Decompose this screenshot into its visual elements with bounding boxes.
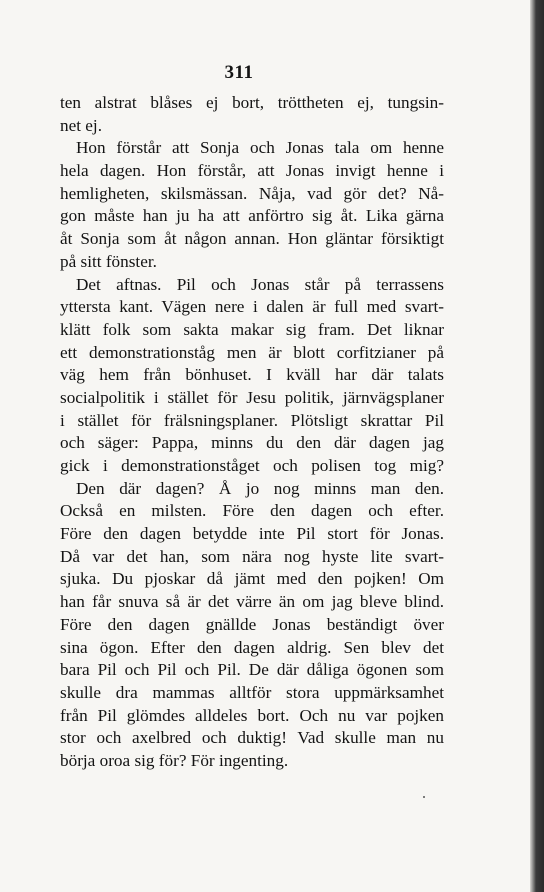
text-line: stor och axelbred och duktig! Vad skulle man nu <box>60 728 444 748</box>
body-text <box>60 92 444 773</box>
text-line: Hon förstår att Sonja och Jonas tala om henne <box>76 138 444 158</box>
text-line: han får snuva så är det värre än om jag bleve blind. <box>60 592 444 612</box>
text-line: och säger: Pappa, minns du den där dagen jag <box>60 433 444 453</box>
text-line: sjuka. Du pjoskar då jämt med den pojken! Om <box>60 569 444 589</box>
page-number: 311 <box>224 62 254 83</box>
page-edge-shadow <box>530 0 544 892</box>
text-line: Också en milsten. Före den dagen och efter. <box>60 501 444 521</box>
text-line: ten alstrat blåses ej bort, tröttheten ej, tungsin- <box>60 93 444 112</box>
text-line: klätt folk som sakta makar sig fram. Det liknar <box>60 319 444 339</box>
text-line: i stället för frälsningsplaner. Plötsligt skrattar Pil <box>60 410 444 430</box>
text-line: väg hem från bönhuset. I kväll har där talats <box>60 365 444 385</box>
text-line: yttersta kant. Vägen nere i dalen är full med svart- <box>60 297 444 317</box>
text-line: hela dagen. Hon förstår, att Jonas invigt henne i <box>60 161 444 181</box>
text-line: Den där dagen? Å jo nog minns man den. <box>76 478 444 498</box>
text-line: Före den dagen gnällde Jonas beständigt över <box>60 614 444 634</box>
text-line: Före den dagen betydde inte Pil stort för Jonas. <box>60 524 444 544</box>
paper-speck <box>423 796 425 798</box>
text-line: skulle dra mammas alltför stora uppmärksamhet <box>60 682 444 702</box>
text-line: sina ögon. Efter den dagen aldrig. Sen blev det <box>60 637 444 657</box>
text-line: hemligheten, skilsmässan. Nåja, vad gör det? Nå- <box>60 183 444 203</box>
text-line: från Pil glömdes alldeles bort. Och nu var pojken <box>60 705 444 725</box>
text-line: gon måste han ju ha att anförtro sig åt. Lika gärna <box>60 206 444 226</box>
text-line: Det aftnas. Pil och Jonas står på terrassens <box>76 274 444 294</box>
text-line: ett demonstrationståg men är blott corfitzianer på <box>60 342 444 362</box>
text-line: åt Sonja som åt någon annan. Hon gläntar försiktigt <box>60 229 444 249</box>
text-line: börja oroa sig för? För ingenting. <box>60 750 289 770</box>
text-line: gick i demonstrationståget och polisen tog mig? <box>60 456 444 475</box>
text-line: bara Pil och Pil och Pil. De där dåliga ögonen som <box>60 660 444 680</box>
text-line: på sitt fönster. <box>60 251 157 271</box>
text-line: Då var det han, som nära nog hyste lite svart- <box>60 546 444 566</box>
text-line: net ej. <box>60 115 102 135</box>
text-line: socialpolitik i stället för Jesu politik, järnvägsplaner <box>60 387 444 407</box>
